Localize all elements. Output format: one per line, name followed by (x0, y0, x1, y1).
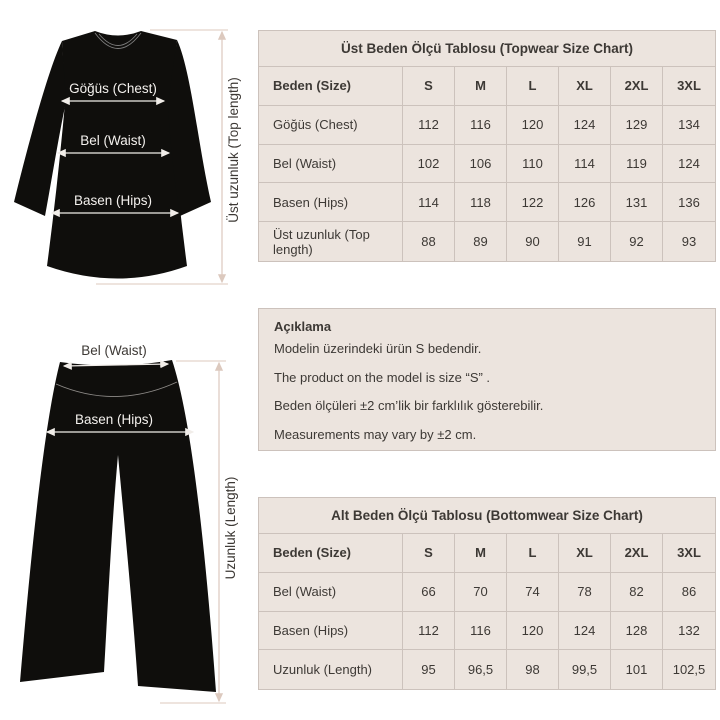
cell-value: 114 (559, 145, 611, 184)
size-header-xl: XL (559, 67, 611, 106)
notes-title: Açıklama (274, 319, 332, 334)
tunic-silhouette (14, 31, 211, 279)
row-label-hips: Basen (Hips) (259, 183, 403, 222)
bottomwear-diagram (0, 340, 250, 720)
cell-value: 98 (507, 650, 559, 689)
cell-value: 93 (681, 234, 697, 250)
note-line: The product on the model is size “S” . (274, 369, 491, 385)
cell-value: 112 (403, 106, 455, 145)
cell-value: 82 (611, 573, 663, 612)
row-label-length: Uzunluk (Length) (259, 650, 403, 689)
topwear-table-title: Üst Beden Ölçü Tablosu (Topwear Size Chart) (259, 31, 715, 67)
size-header-2xl: 2XL (611, 67, 663, 106)
cell-value: 102,5 (672, 662, 706, 678)
size-header-xl: XL (559, 534, 611, 573)
size-header-2xl: 2XL (611, 534, 663, 573)
row-label-waist: Bel (Waist) (259, 145, 403, 184)
hips-label: Basen (Hips) (73, 193, 153, 208)
cell-value: 120 (507, 106, 559, 145)
cell-value: 88 (403, 222, 455, 261)
size-header-l: L (507, 67, 559, 106)
size-header-s: S (403, 67, 455, 106)
size-header-l: L (507, 534, 559, 573)
size-header-m: M (455, 534, 507, 573)
pants-hips-label: Basen (Hips) (74, 412, 154, 427)
cell-value: 122 (507, 183, 559, 222)
cell-value: 89 (455, 222, 507, 261)
cell-value: 95 (403, 650, 455, 689)
cell-value: 119 (611, 145, 663, 184)
pants-silhouette (20, 360, 216, 692)
cell-value: 124 (663, 145, 715, 184)
pants-length-label: Uzunluk (Length) (223, 476, 238, 580)
cell-value: 136 (663, 183, 715, 222)
topwear-diagram (0, 0, 250, 312)
cell-value: 126 (559, 183, 611, 222)
cell-value: 124 (559, 106, 611, 145)
size-column-header: Beden (Size) (259, 534, 403, 573)
cell-value: 66 (403, 573, 455, 612)
cell-value: 128 (611, 612, 663, 651)
cell-value: 101 (611, 650, 663, 689)
note-line: Measurements may vary by ±2 cm. (274, 426, 477, 442)
size-header-3xl: 3XL (663, 534, 715, 573)
cell-value: 74 (507, 573, 559, 612)
row-label-hips: Basen (Hips) (259, 612, 403, 651)
cell-value: 116 (455, 106, 507, 145)
cell-value: 131 (611, 183, 663, 222)
pants-waist-label: Bel (Waist) (81, 343, 147, 358)
cell-value: 96,5 (455, 650, 507, 689)
size-header-m: M (455, 67, 507, 106)
cell-value: 78 (559, 573, 611, 612)
waist-label: Bel (Waist) (80, 133, 146, 148)
cell-value: 90 (507, 222, 559, 261)
cell-value: 124 (559, 612, 611, 651)
bottomwear-table-title: Alt Beden Ölçü Tablosu (Bottomwear Size Chart) (259, 498, 715, 534)
row-label-waist: Bel (Waist) (259, 573, 403, 612)
cell-value: 86 (663, 573, 715, 612)
topwear-size-table (258, 30, 716, 262)
cell-value: 118 (455, 183, 507, 222)
cell-value: 112 (403, 612, 455, 651)
notes-box (258, 308, 716, 451)
cell-value: 110 (507, 145, 559, 184)
cell-value: 91 (559, 222, 611, 261)
size-header-s: S (403, 534, 455, 573)
bottomwear-size-table (258, 497, 716, 690)
chest-label: Göğüs (Chest) (69, 81, 157, 96)
cell-value: 106 (455, 145, 507, 184)
row-label-top-length: Üst uzunluk (Top length) (259, 222, 403, 261)
note-line: Modelin üzerindeki ürün S bedendir. (274, 341, 482, 356)
cell-value: 92 (611, 222, 663, 261)
size-column-header: Beden (Size) (259, 67, 403, 106)
size-header-3xl: 3XL (663, 67, 715, 106)
cell-value: 129 (611, 106, 663, 145)
cell-value: 120 (507, 612, 559, 651)
note-line: Beden ölçüleri ±2 cm’lik bir farklılık gösterebilir. (274, 398, 544, 413)
cell-value: 102 (403, 145, 455, 184)
cell-value: 99,5 (559, 650, 611, 689)
cell-value: 132 (663, 612, 715, 651)
cell-value: 134 (663, 106, 715, 145)
cell-value: 114 (403, 183, 455, 222)
cell-value: 116 (455, 612, 507, 651)
top-length-label: Üst uzunluk (Top length) (226, 77, 241, 223)
row-label-chest: Göğüs (Chest) (259, 106, 403, 145)
cell-value: 70 (455, 573, 507, 612)
